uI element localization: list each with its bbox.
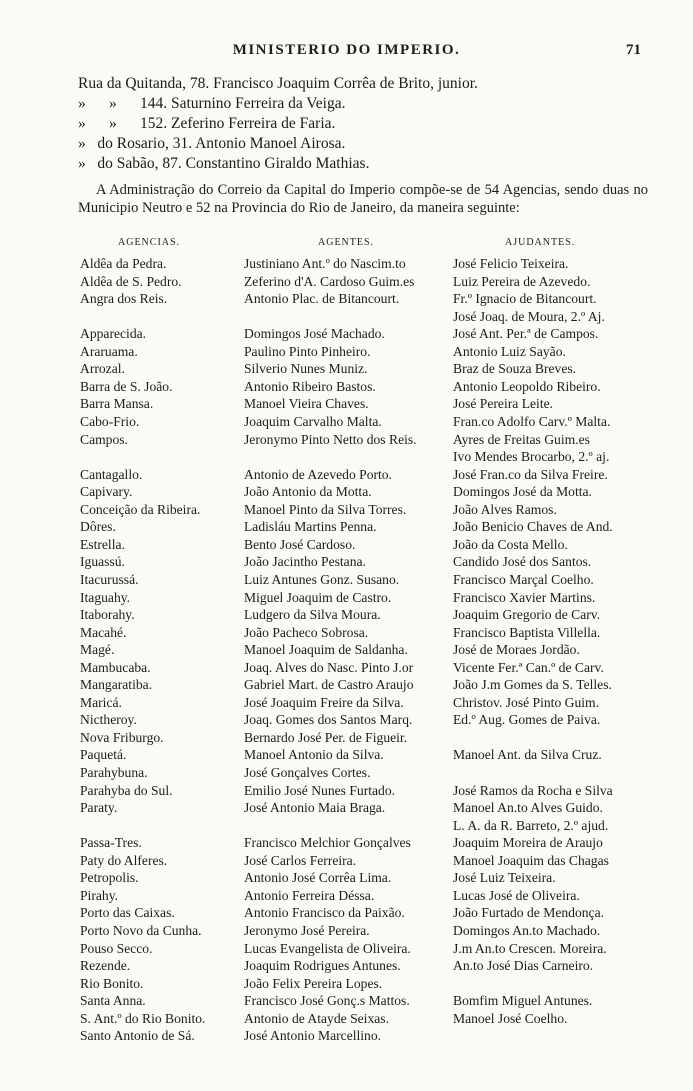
assistant-name: Antonio Luiz Sayão. <box>453 343 566 359</box>
assistant-name: Manoel An.to Alves Guido. <box>453 800 603 816</box>
table-row <box>0 537 693 555</box>
address-line: » do Rosario, 31. Antonio Manoel Airosa. <box>78 135 346 152</box>
table-row <box>0 484 693 502</box>
table-row <box>0 993 693 1011</box>
agent-name: Francisco José Gonç.s Mattos. <box>244 993 410 1009</box>
assistant-name: J.m An.to Crescen. Moreira. <box>453 940 607 956</box>
agent-name: Gabriel Mart. de Castro Araujo <box>244 677 414 693</box>
agency-name: Passa-Tres. <box>80 835 142 851</box>
table-row <box>0 1028 693 1046</box>
agency-name: Aldêa de S. Pedro. <box>80 273 182 289</box>
intro-paragraph: A Administração do Correio da Capital do Imperio compõe-se de 54 Agencias, sendo duas no Municipio Neutro e 52 na Provincia do Rio de Janeiro, da maneira seguinte: <box>78 182 648 216</box>
agent-name: José Joaquim Freire da Silva. <box>244 694 404 710</box>
agency-name: S. Ant.º do Rio Bonito. <box>80 1010 206 1026</box>
agency-name: Campos. <box>80 431 128 447</box>
agent-name: João Felix Pereira Lopes. <box>244 975 383 991</box>
table-row <box>0 747 693 765</box>
agency-name: Capivary. <box>80 484 133 500</box>
agent-name: João Pacheco Sobrosa. <box>244 624 369 640</box>
assistant-name: Vicente Fer.ª Can.º de Carv. <box>453 659 604 675</box>
agency-name: Maricá. <box>80 694 122 710</box>
table-row <box>0 414 693 432</box>
address-line: » » 152. Zeferino Ferreira de Faria. <box>78 115 336 132</box>
agent-name: Jeronymo José Pereira. <box>244 922 370 938</box>
agent-name: Emilio José Nunes Furtado. <box>244 782 396 798</box>
agent-name: Antonio Francisco da Paixão. <box>244 905 405 921</box>
table-row <box>0 625 693 643</box>
assistant-name: Fr.º Ignacio de Bitancourt. <box>453 291 597 307</box>
agency-name: Parahybuna. <box>80 765 148 780</box>
assistant-name: Manoel Joaquim das Chagas <box>453 852 609 868</box>
table-row <box>0 379 693 397</box>
agent-name: Manoel Pinto da Silva Torres. <box>244 501 407 517</box>
table-row <box>0 958 693 976</box>
assistant-name: Domingos José da Motta. <box>453 484 592 500</box>
column-header-agencias: AGENCIAS. <box>118 237 181 248</box>
assistant-name: Braz de Souza Breves. <box>453 361 577 377</box>
assistant-name: Manoel Ant. da Silva Cruz. <box>453 747 602 763</box>
agent-name: José Antonio Maia Braga. <box>244 800 386 816</box>
table-row <box>0 976 693 994</box>
assistant-name: José Pereira Leite. <box>453 396 554 412</box>
agent-name: Jeronymo Pinto Netto dos Reis. <box>244 431 417 447</box>
agent-name: Domingos José Machado. <box>244 326 385 342</box>
assistant-name: João Benicio Chaves de And. <box>453 519 613 535</box>
assistant-name: João J.m Gomes da S. Telles. <box>453 677 612 693</box>
agent-name: Lucas Evangelista de Oliveira. <box>244 940 411 956</box>
agency-name: Arrozal. <box>80 361 125 377</box>
agency-name: Santo Antonio de Sá. <box>80 1028 195 1044</box>
assistant-name: José Ramos da Rocha e Silva <box>453 782 613 798</box>
agency-name: Pirahy. <box>80 887 119 903</box>
table-row <box>0 1011 693 1029</box>
assistant-name: João Alves Ramos. <box>453 501 557 517</box>
agency-name: Aldêa da Pedra. <box>80 256 167 271</box>
assistant-name: José Joaq. de Moura, 2.º Aj. <box>453 308 605 324</box>
address-line: Rua da Quitanda, 78. Francisco Joaquim Corrêa de Brito, junior. <box>78 75 478 92</box>
table-row <box>0 502 693 520</box>
assistant-name: Antonio Leopoldo Ribeiro. <box>453 378 601 394</box>
agency-name: Itacurussá. <box>80 571 139 587</box>
table-row <box>0 888 693 906</box>
agency-name: Conceição da Ribeira. <box>80 501 201 517</box>
agency-name: Cantagallo. <box>80 466 143 482</box>
agency-name: Mambucaba. <box>80 659 151 675</box>
agent-name: Joaq. Gomes dos Santos Marq. <box>244 712 413 728</box>
table-row <box>0 519 693 537</box>
agent-name: Antonio Plac. de Bitancourt. <box>244 291 400 307</box>
table-row <box>0 256 693 274</box>
assistant-name: José de Moraes Jordão. <box>453 642 580 658</box>
agency-name: Estrella. <box>80 536 125 552</box>
assistant-name: José Ant. Per.ª de Campos. <box>453 326 599 342</box>
agent-name: Antonio de Atayde Seixas. <box>244 1010 389 1026</box>
agent-name: José Carlos Ferreira. <box>244 852 357 868</box>
agent-name: Luiz Antunes Gonz. Susano. <box>244 571 400 587</box>
assistant-name: Ivo Mendes Brocarbo, 2.º aj. <box>453 449 610 465</box>
assistant-name: Luiz Pereira de Azevedo. <box>453 273 591 289</box>
agency-name: Paraty. <box>80 800 118 816</box>
agency-name: Rezende. <box>80 958 131 973</box>
agent-name: Antonio Ferreira Déssa. <box>244 887 375 903</box>
agency-name: Apparecida. <box>80 326 147 342</box>
agency-name: Porto Novo da Cunha. <box>80 922 202 938</box>
agent-name: Bernardo José Per. de Figueir. <box>244 729 408 745</box>
assistant-name: Francisco Marçal Coelho. <box>453 571 594 587</box>
table-row <box>0 800 693 818</box>
table-row <box>0 730 693 748</box>
table-row <box>0 449 693 467</box>
agent-name: Bento José Cardoso. <box>244 536 356 552</box>
agency-name: Barra de S. João. <box>80 378 173 394</box>
agent-name: Miguel Joaquim de Castro. <box>244 589 392 605</box>
agent-name: Antonio Ribeiro Bastos. <box>244 378 376 394</box>
table-row <box>0 361 693 379</box>
table-row <box>0 432 693 450</box>
table-row <box>0 590 693 608</box>
address-line: » do Sabão, 87. Constantino Giraldo Mathias. <box>78 155 370 172</box>
agency-name: Paty do Alferes. <box>80 852 168 868</box>
agent-name: Justiniano Ant.º do Nascim.to <box>244 256 406 271</box>
agent-name: Joaquim Carvalho Malta. <box>244 414 382 429</box>
assistant-name: José Felicio Teixeira. <box>453 256 569 271</box>
table-row <box>0 309 693 327</box>
agency-name: Petropolis. <box>80 870 139 886</box>
agent-name: Antonio José Corrêa Lima. <box>244 870 392 886</box>
agent-name: Manoel Antonio da Silva. <box>244 747 384 763</box>
table-row <box>0 695 693 713</box>
running-title: MINISTERIO DO IMPERIO. <box>232 42 461 58</box>
agent-name: Manoel Vieira Chaves. <box>244 396 369 412</box>
table-row <box>0 274 693 292</box>
table-row <box>0 677 693 695</box>
agency-name: Magé. <box>80 642 115 658</box>
assistant-name: Francisco Baptista Villella. <box>453 624 601 640</box>
agency-name: Iguassú. <box>80 554 125 570</box>
assistant-name: Joaquim Gregorio de Carv. <box>453 607 601 622</box>
agent-name: José Antonio Marcellino. <box>244 1028 382 1044</box>
assistant-name: José Fran.co da Silva Freire. <box>453 466 608 482</box>
agency-name: Cabo-Frio. <box>80 414 140 429</box>
agency-name: Araruama. <box>80 343 138 359</box>
agent-name: Ladisláu Martins Penna. <box>244 519 377 535</box>
agent-name: Paulino Pinto Pinheiro. <box>244 343 371 359</box>
table-row <box>0 765 693 783</box>
table-row <box>0 344 693 362</box>
agency-name: Itaborahy. <box>80 607 135 622</box>
table-row <box>0 660 693 678</box>
agent-name: José Gonçalves Cortes. <box>244 765 371 780</box>
agent-name: Manoel Joaquim de Saldanha. <box>244 642 408 658</box>
table-row <box>0 783 693 801</box>
agency-name: Paquetá. <box>80 747 127 763</box>
agency-name: Pouso Secco. <box>80 940 153 956</box>
agent-name: Antonio de Azevedo Porto. <box>244 466 392 482</box>
agent-name: Ludgero da Silva Moura. <box>244 607 381 622</box>
column-header-ajudantes: AJUDANTES. <box>505 237 576 248</box>
assistant-name: Fran.co Adolfo Carv.º Malta. <box>453 414 611 429</box>
table-row <box>0 818 693 836</box>
assistant-name: José Luiz Teixeira. <box>453 870 556 886</box>
agency-name: Angra dos Reis. <box>80 291 168 307</box>
table-row <box>0 712 693 730</box>
agent-name: Francisco Melchior Gonçalves <box>244 835 411 851</box>
table-row <box>0 396 693 414</box>
table-row <box>0 607 693 625</box>
table-row <box>0 291 693 309</box>
address-line: » » 144. Saturnino Ferreira da Veiga. <box>78 95 346 112</box>
table-row <box>0 941 693 959</box>
assistant-name: Ayres de Freitas Guim.es <box>453 431 590 447</box>
agency-name: Macahé. <box>80 624 127 640</box>
assistant-name: Candido José dos Santos. <box>453 554 592 570</box>
table-row <box>0 642 693 660</box>
agent-name: Joaq. Alves do Nasc. Pinto J.or <box>244 659 414 675</box>
assistant-name: Manoel José Coelho. <box>453 1010 568 1026</box>
assistant-name: An.to José Dias Carneiro. <box>453 958 594 973</box>
assistant-name: João Furtado de Mendonça. <box>453 905 605 921</box>
page-header <box>0 42 693 66</box>
agency-name: Itaguahy. <box>80 589 131 605</box>
agency-name: Dôres. <box>80 519 116 535</box>
assistant-name: Bomfim Miguel Antunes. <box>453 993 593 1009</box>
agent-name: João Jacintho Pestana. <box>244 554 366 570</box>
agency-name: Porto das Caixas. <box>80 905 175 921</box>
assistant-name: Domingos An.to Machado. <box>453 922 601 938</box>
agency-name: Rio Bonito. <box>80 975 144 991</box>
agent-name: João Antonio da Motta. <box>244 484 372 500</box>
assistant-name: Ed.º Aug. Gomes de Paiva. <box>453 712 601 728</box>
table-row <box>0 853 693 871</box>
agency-name: Santa Anna. <box>80 993 146 1009</box>
table-row <box>0 326 693 344</box>
assistant-name: Joaquim Moreira de Araujo <box>453 835 603 851</box>
assistant-name: Christov. José Pinto Guim. <box>453 694 600 710</box>
assistant-name: L. A. da R. Barreto, 2.º ajud. <box>453 817 609 833</box>
table-row <box>0 923 693 941</box>
table-row <box>0 554 693 572</box>
table-row <box>0 467 693 485</box>
assistant-name: Lucas José de Oliveira. <box>453 887 580 903</box>
table-row <box>0 905 693 923</box>
table-row <box>0 870 693 888</box>
agent-name: Joaquim Rodrigues Antunes. <box>244 958 401 973</box>
agent-name: Zeferino d'A. Cardoso Guim.es <box>244 273 415 289</box>
agency-name: Parahyba do Sul. <box>80 782 173 798</box>
agency-name: Barra Mansa. <box>80 396 154 412</box>
agency-name: Nova Friburgo. <box>80 729 164 745</box>
table-row <box>0 835 693 853</box>
agency-name: Nictheroy. <box>80 712 137 728</box>
agency-name: Mangaratiba. <box>80 677 153 693</box>
assistant-name: Francisco Xavier Martins. <box>453 589 596 605</box>
agent-name: Silverio Nunes Muniz. <box>244 361 368 377</box>
table-row <box>0 572 693 590</box>
column-header-agentes: AGENTES. <box>318 237 375 248</box>
page-number: 71 <box>626 42 641 58</box>
assistant-name: João da Costa Mello. <box>453 536 568 552</box>
